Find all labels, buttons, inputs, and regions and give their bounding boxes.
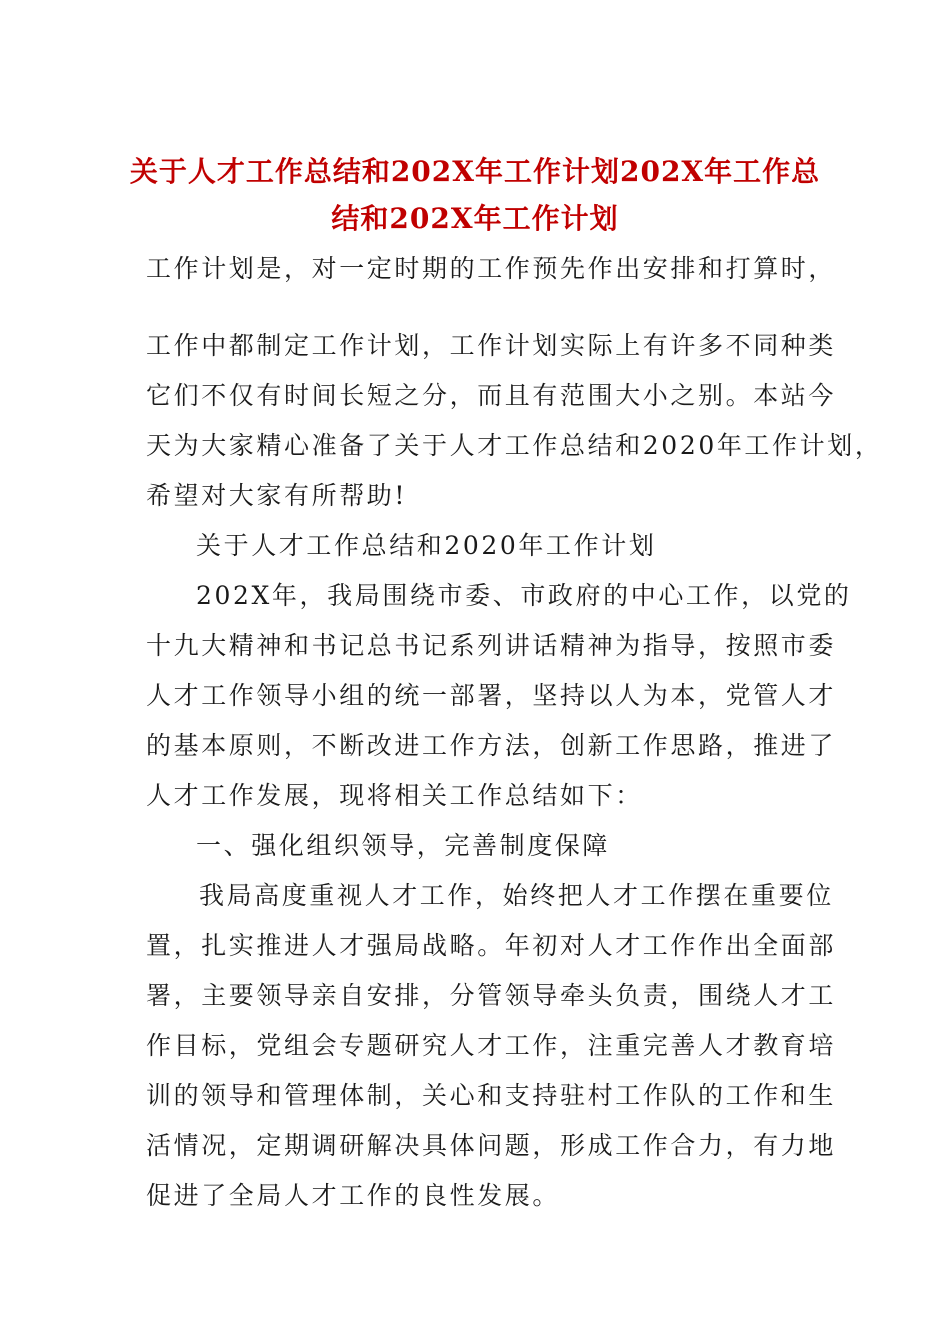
document-title-line-2: 结和202X年工作计划 [331,202,619,235]
paragraph-2-line-5: 训的领导和管理体制，关心和支持驻村工作队的工作和生 [146,1081,837,1110]
paragraph-2-line-3: 署，主要领导亲自安排，分管领导牵头负责，围绕人才工 [146,981,837,1010]
paragraph-2-line-2: 置，扎实推进人才强局战略。年初对人才工作作出全面部 [146,931,837,960]
intro-line-1: 工作计划是，对一定时期的工作预先作出安排和打算时， [146,254,837,283]
intro-line-3: 它们不仅有时间长短之分，而且有范围大小之别。本站今 [146,381,837,410]
intro-line-4: 天为大家精心准备了关于人才工作总结和2020年工作计划， [146,431,883,460]
paragraph-2-line-1: 我局高度重视人才工作，始终把人才工作摆在重要位 [199,881,834,910]
paragraph-1-line-3: 人才工作领导小组的统一部署，坚持以人为本，党管人才 [146,681,837,710]
subtitle-line: 关于人才工作总结和2020年工作计划 [196,531,657,560]
paragraph-2-line-7: 促进了全局人才工作的良性发展。 [146,1181,561,1210]
section-heading-1: 一、强化组织领导，完善制度保障 [196,831,611,860]
paragraph-1-line-4: 的基本原则，不断改进工作方法，创新工作思路，推进了 [146,731,837,760]
paragraph-1-line-1: 202X年，我局围绕市委、市政府的中心工作，以党的 [196,581,852,610]
paragraph-2-line-6: 活情况，定期调研解决具体问题，形成工作合力，有力地 [146,1131,837,1160]
paragraph-1-line-5: 人才工作发展，现将相关工作总结如下： [146,781,643,810]
paragraph-2-line-4: 作目标，党组会专题研究人才工作，注重完善人才教育培 [146,1031,837,1060]
document-title-line-1: 关于人才工作总结和202X年工作计划202X年工作总 [129,155,821,188]
intro-line-5: 希望对大家有所帮助! [146,481,408,510]
intro-line-2: 工作中都制定工作计划，工作计划实际上有许多不同种类 [146,331,837,360]
paragraph-1-line-2: 十九大精神和书记总书记系列讲话精神为指导，按照市委 [146,631,837,660]
